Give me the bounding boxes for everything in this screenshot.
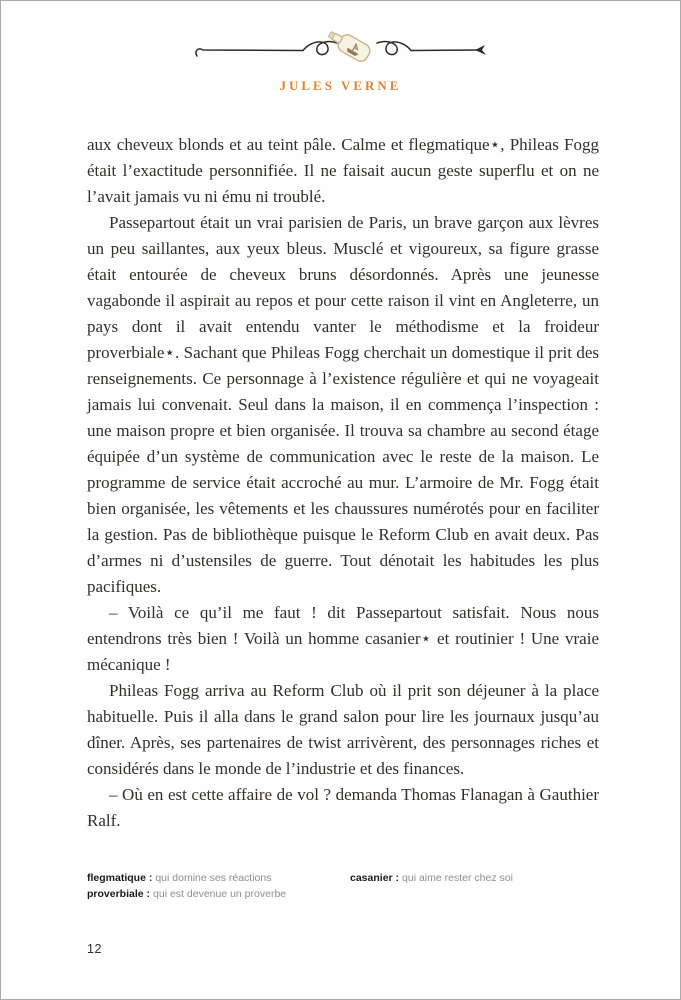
footnote-definition: qui est devenue un proverbe	[153, 888, 287, 900]
footnote-term: proverbiale :	[87, 888, 151, 900]
author-heading: JULES VERNE	[279, 78, 402, 93]
paragraph: – Où en est cette affaire de vol ? demanda Thomas Flanagan à Gauthier Ralf.	[87, 785, 599, 830]
paragraph: Phileas Fogg arriva au Reform Club où il prit son déjeuner à la place habituelle. Puis il alla dans le grand salon pour lire les journaux jusqu’au dîner. Après, ses partenaires de twist arrivèrent, des personnages riches et considérés dans le monde de l’industrie et des finances.	[87, 681, 599, 778]
footnote-term: casanier :	[350, 872, 400, 884]
footnotes-left-column	[87, 870, 350, 902]
paragraph: Passepartout était un vrai parisien de Paris, un brave garçon aux lèvres un peu saillantes, aux yeux bleus. Musclé et vigoureux, sa figure grasse était entourée de cheveux bruns désordonnés. Après une jeunesse vagabonde il aspirait au repos et pour cette raison il vint en Angleterre, un pays dont il avait entendu vanter le méthodisme et la froideur proverbiale⋆. Sachant que Phileas Fogg cherchait un domestique il prit des renseignements. Ce personnage à l’existence régulière et qui ne voyageait jamais lui convenait. Seul dans la maison, il en commença l’inspection : une maison propre et bien organisée. Il trouva sa chambre au second étage équipée d’un système de communication avec le reste de la maison. Le programme de service était accroché au mur. L’armoire de Mr. Fogg était bien organisée, les vêtements et les chaussures numérotés pour en faciliter la gestion. Pas de bibliothèque puisque le Reform Club en avait deux. Pas d’armes ni d’ustensiles de guerre. Tout dénotait les habitudes les plus pacifiques.	[87, 213, 599, 596]
footnote	[87, 886, 350, 902]
footnote-term: flegmatique :	[87, 872, 153, 884]
footnotes-right-column	[350, 870, 599, 902]
footnote-definition: qui aime rester chez soi	[402, 872, 513, 884]
ship-in-bottle-ornament-icon	[191, 29, 491, 73]
footnote-definition: qui domine ses réactions	[155, 872, 272, 884]
footnotes-section	[87, 870, 599, 902]
footnote	[350, 870, 599, 886]
paragraph: – Voilà ce qu’il me faut ! dit Passepartout satisfait. Nous nous entendrons très bien ! Voilà un homme casanier⋆ et routinier ! Une vraie mécanique !	[87, 603, 599, 674]
paragraph: aux cheveux blonds et au teint pâle. Calme et flegmatique⋆, Phileas Fogg était l’exactitude personnifiée. Il ne faisait aucun geste superflu et on ne l’avait jamais vu ni ému ni troublé.	[87, 135, 599, 206]
body-text	[87, 132, 599, 834]
page-number: 12	[87, 942, 102, 956]
footnote	[87, 870, 350, 886]
